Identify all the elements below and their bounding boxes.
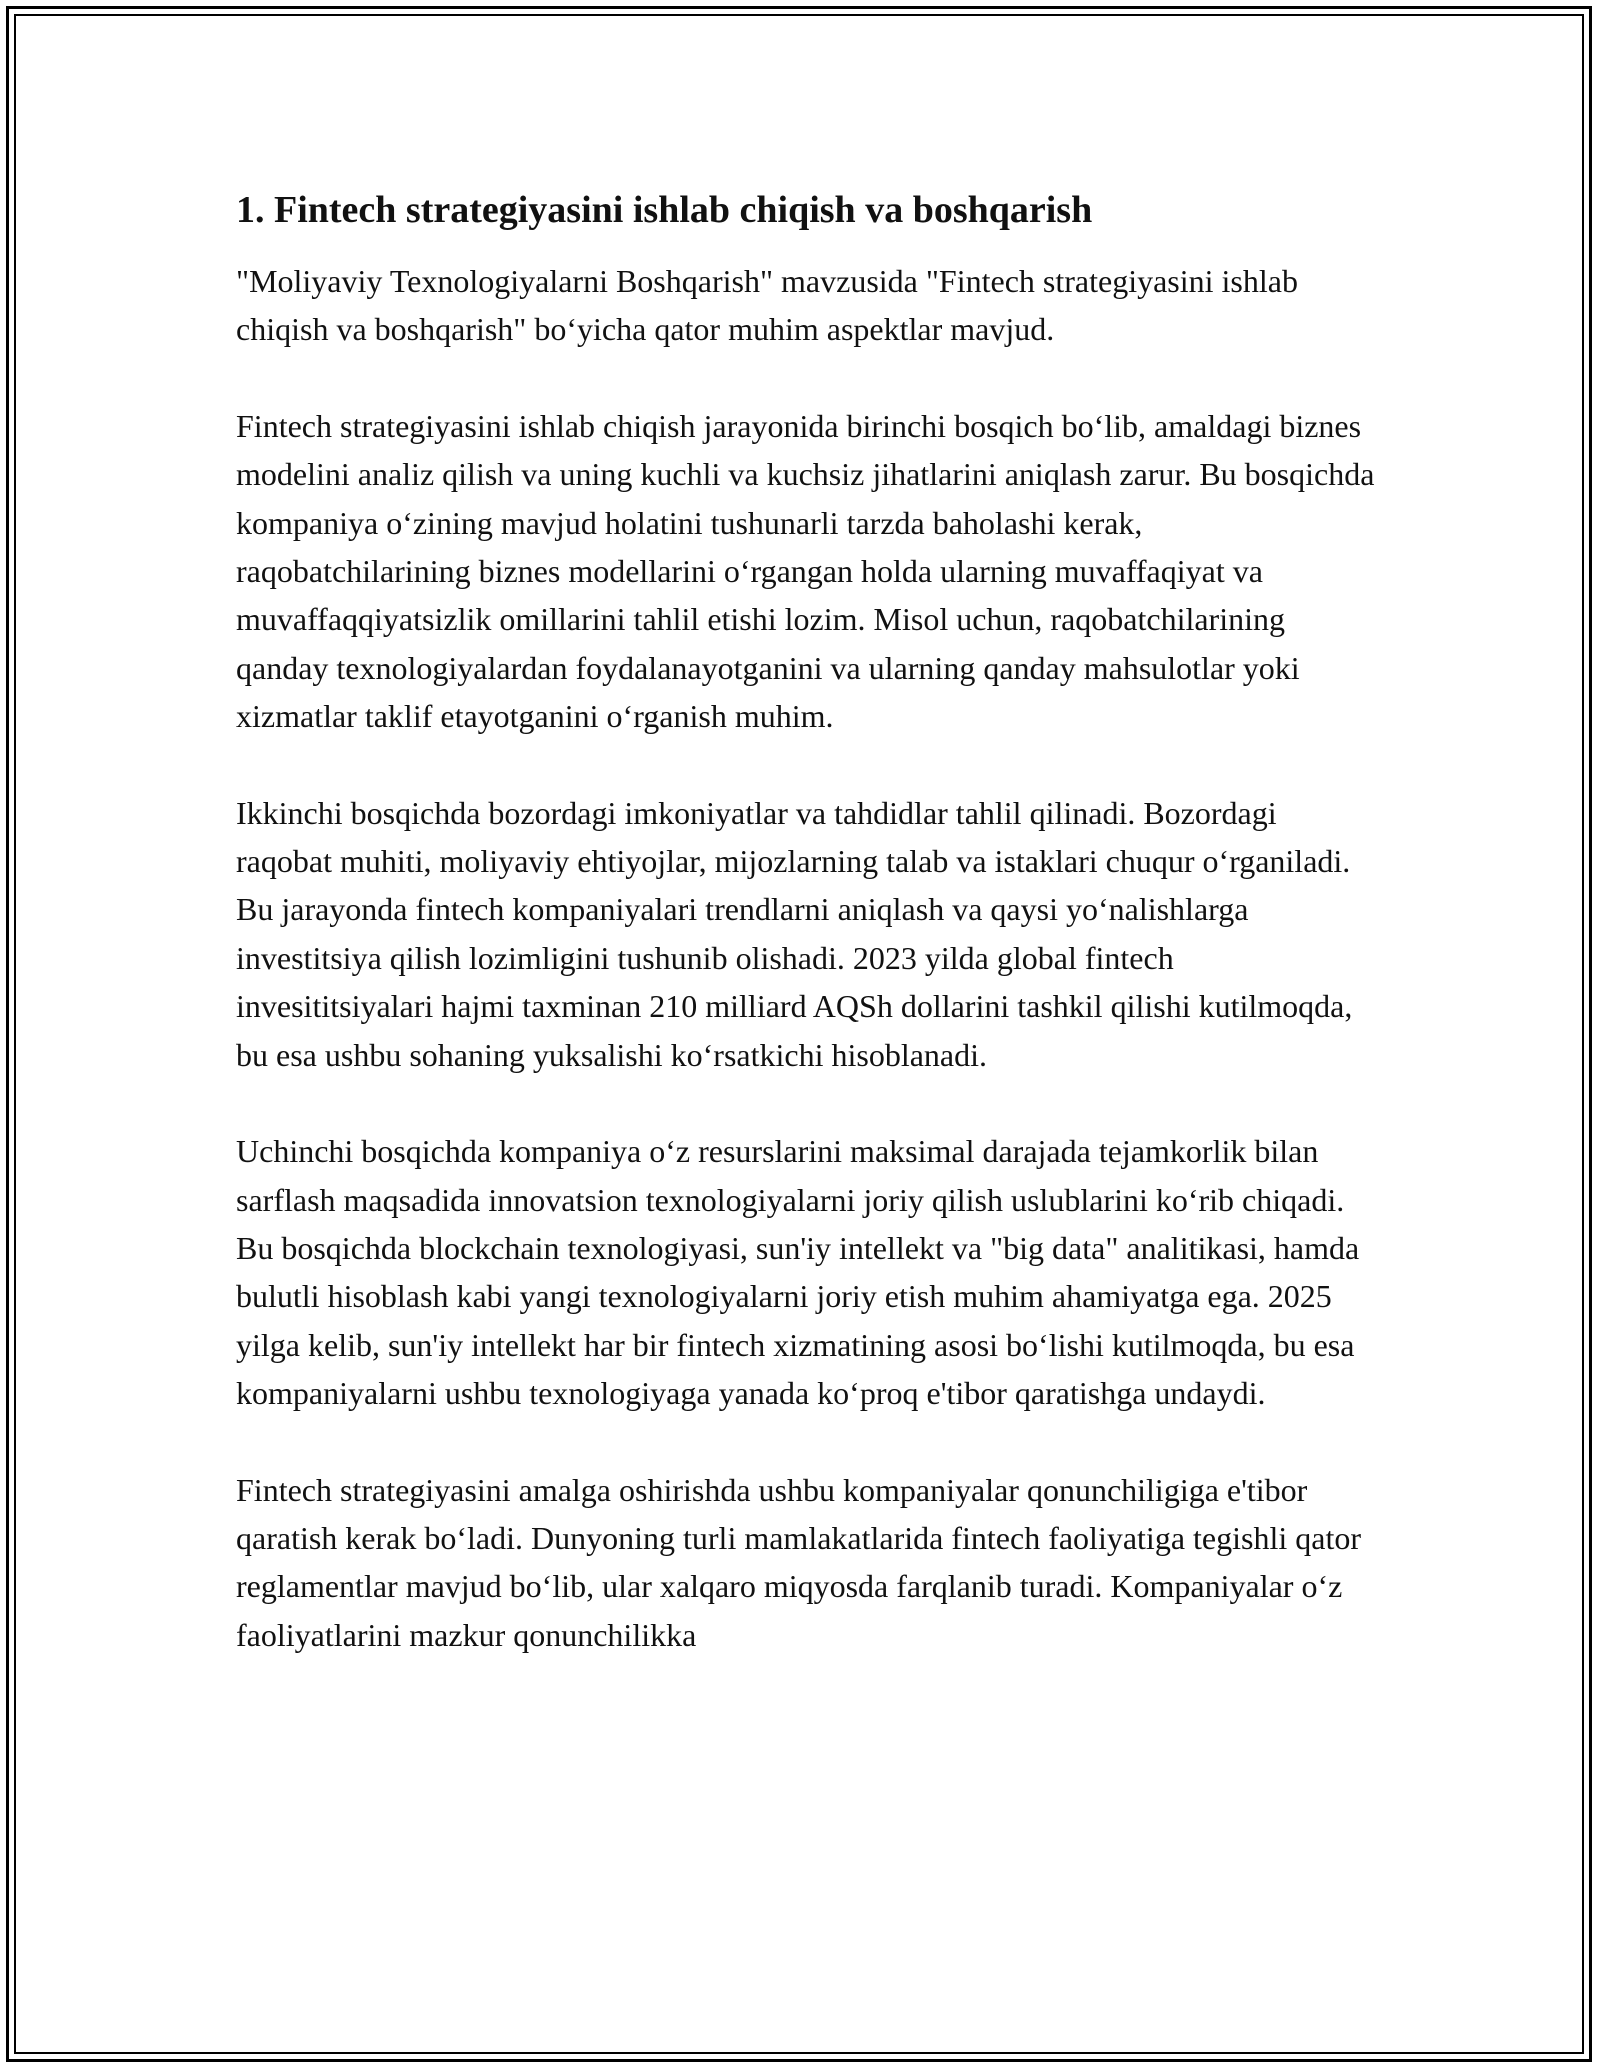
paragraph-regulation: Fintech strategiyasini amalga oshirishda ushbu kompaniyalar qonunchiligiga e'tibor qaratish kerak bo‘ladi. Dunyoning turli mamlakatlarida fintech faoliyatiga tegishli qator reglamentlar mavjud bo‘lib, ular xalqaro miqyosda farqlanib turadi. Kompaniyalar o‘z faoliyatlarini mazkur qonunchilikka (236, 1471, 1361, 1653)
paragraph-third-stage: Uchinchi bosqichda kompaniya o‘z resurslarini maksimal darajada tejamkorlik bilan sarflash maqsadida innovatsion texnologiyalarni joriy qilish uslublarini ko‘rib chiqadi. Bu bosqichda blockchain texnologiyasi, sun'iy intellekt va "big data" analitikasi, hamda bulutli hisoblash kabi yangi texnologiyalarni joriy etish muhim ahamiyatga ega. 2025 yilga kelib, sun'iy intellekt har bir fintech xizmatining asosi bo‘lishi kutilmoqda, bu esa kompaniyalarni ushbu texnologiyaga yanada ko‘proq e'tibor qaratishga undaydi. (236, 1133, 1360, 1412)
document-body (236, 185, 1376, 1707)
paragraph-second-stage: Ikkinchi bosqichda bozordagi imkoniyatlar va tahdidlar tahlil qilinadi. Bozordagi raqobat muhiti, moliyaviy ehtiyojlar, mijozlarning talab va istaklari chuqur o‘rganiladi. Bu jarayonda fintech kompaniyalari trendlarni aniqlash va qaysi yo‘nalishlarga investitsiya qilish lozimligini tushunib olishadi. 2023 yilda global fintech invesititsiyalari hajmi taxminan 210 milliard AQSh dollarini tashkil qilishi kutilmoqda, bu esa ushbu sohaning yuksalishi ko‘rsatkichi hisoblanadi. (236, 794, 1353, 1073)
paragraph-first-stage: Fintech strategiyasini ishlab chiqish jarayonida birinchi bosqich bo‘lib, amaldagi biznes modelini analiz qilish va uning kuchli va kuchsiz jihatlarini aniqlash zarur. Bu bosqichda kompaniya o‘zining mavjud holatini tushunarli tarzda baholashi kerak, raqobatchilarining biznes modellarini o‘rgangan holda ularning muvaffaqiyat va muvaffaqqiyatsizlik omillarini tahlil etishi lozim. Misol uchun, raqobatchilarining qanday texnologiyalardan foydalanayotganini va ularning qanday mahsulotlar yoki xizmatlar taklif etayotganini o‘rganish muhim. (236, 407, 1375, 735)
paragraph-intro: "Moliyaviy Texnologiyalarni Boshqarish" mavzusida "Fintech strategiyasini ishlab chiqish va boshqarish" bo‘yicha qator muhim aspektlar mavjud. (236, 263, 1298, 348)
section-heading: 1. Fintech strategiyasini ishlab chiqish va boshqarish (236, 189, 1093, 231)
